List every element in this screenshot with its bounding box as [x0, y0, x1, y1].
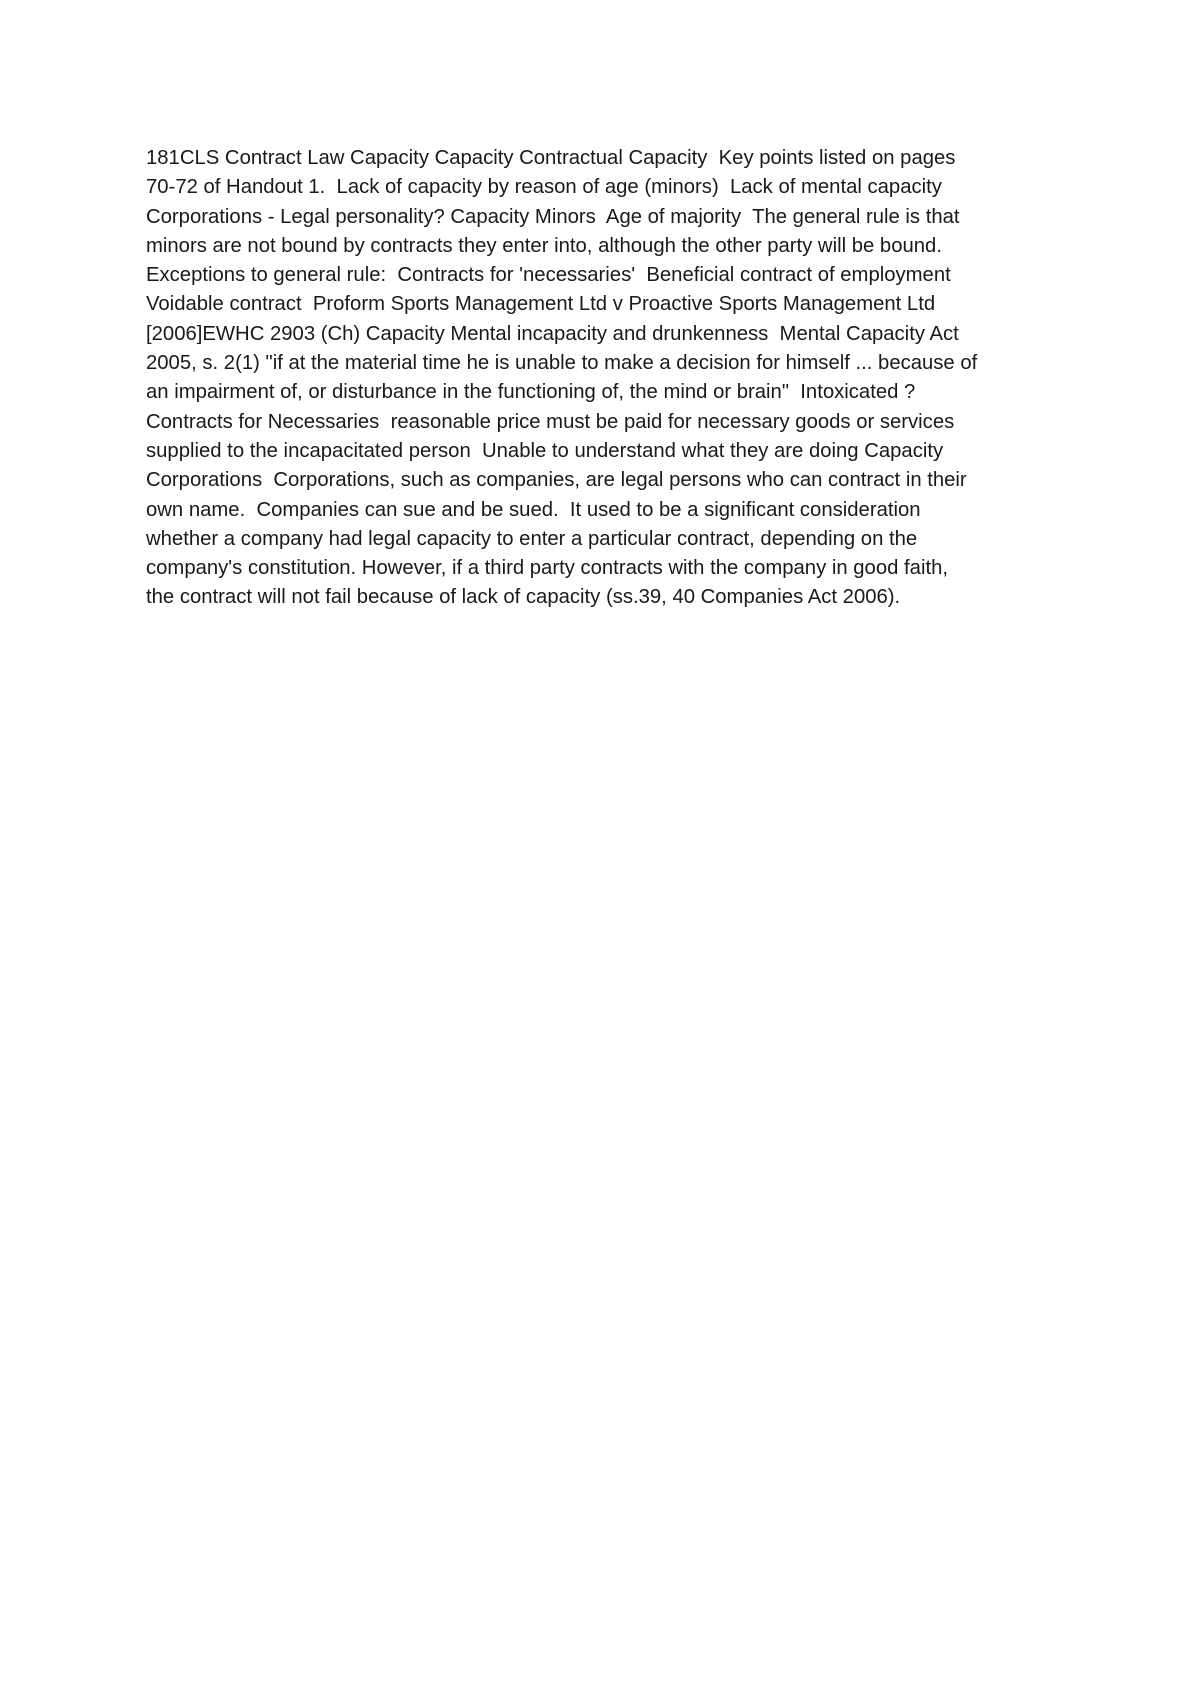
text-line: company's constitution. However, if a third party contracts with the company in good faith, — [146, 557, 949, 580]
text-line: Contracts for Necessaries reasonable price must be paid for necessary goods or services — [146, 410, 955, 433]
text-line: minors are not bound by contracts they enter into, although the other party will be bound. — [146, 234, 942, 257]
text-line: Voidable contract Proform Sports Management Ltd v Proactive Sports Management Ltd — [146, 293, 936, 316]
body-text — [146, 144, 1076, 613]
text-line: an impairment of, or disturbance in the functioning of, the mind or brain" Intoxicated ? — [146, 381, 916, 404]
text-line: [2006]EWHC 2903 (Ch) Capacity Mental incapacity and drunkenness Mental Capacity Act — [146, 322, 959, 345]
text-line: 181CLS Contract Law Capacity Capacity Contractual Capacity Key points listed on pages — [146, 147, 956, 169]
text-line: Corporations - Legal personality? Capacity Minors Age of majority The general rule is that — [146, 205, 960, 228]
text-line: the contract will not fail because of lack of capacity (ss.39, 40 Companies Act 2006). — [146, 586, 901, 609]
text-line: whether a company had legal capacity to enter a particular contract, depending on the — [146, 527, 918, 550]
text-line: Exceptions to general rule: Contracts for 'necessaries' Beneficial contract of employment — [146, 264, 951, 287]
text-line: 70-72 of Handout 1. Lack of capacity by reason of age (minors) Lack of mental capacity — [146, 176, 942, 199]
text-line: Corporations Corporations, such as companies, are legal persons who can contract in their — [146, 469, 967, 492]
text-line: supplied to the incapacitated person Unable to understand what they are doing Capacity — [146, 439, 944, 462]
text-line: 2005, s. 2(1) "if at the material time he is unable to make a decision for himself ... because of — [146, 352, 978, 375]
text-line: own name. Companies can sue and be sued. It used to be a significant consideration — [146, 498, 921, 521]
